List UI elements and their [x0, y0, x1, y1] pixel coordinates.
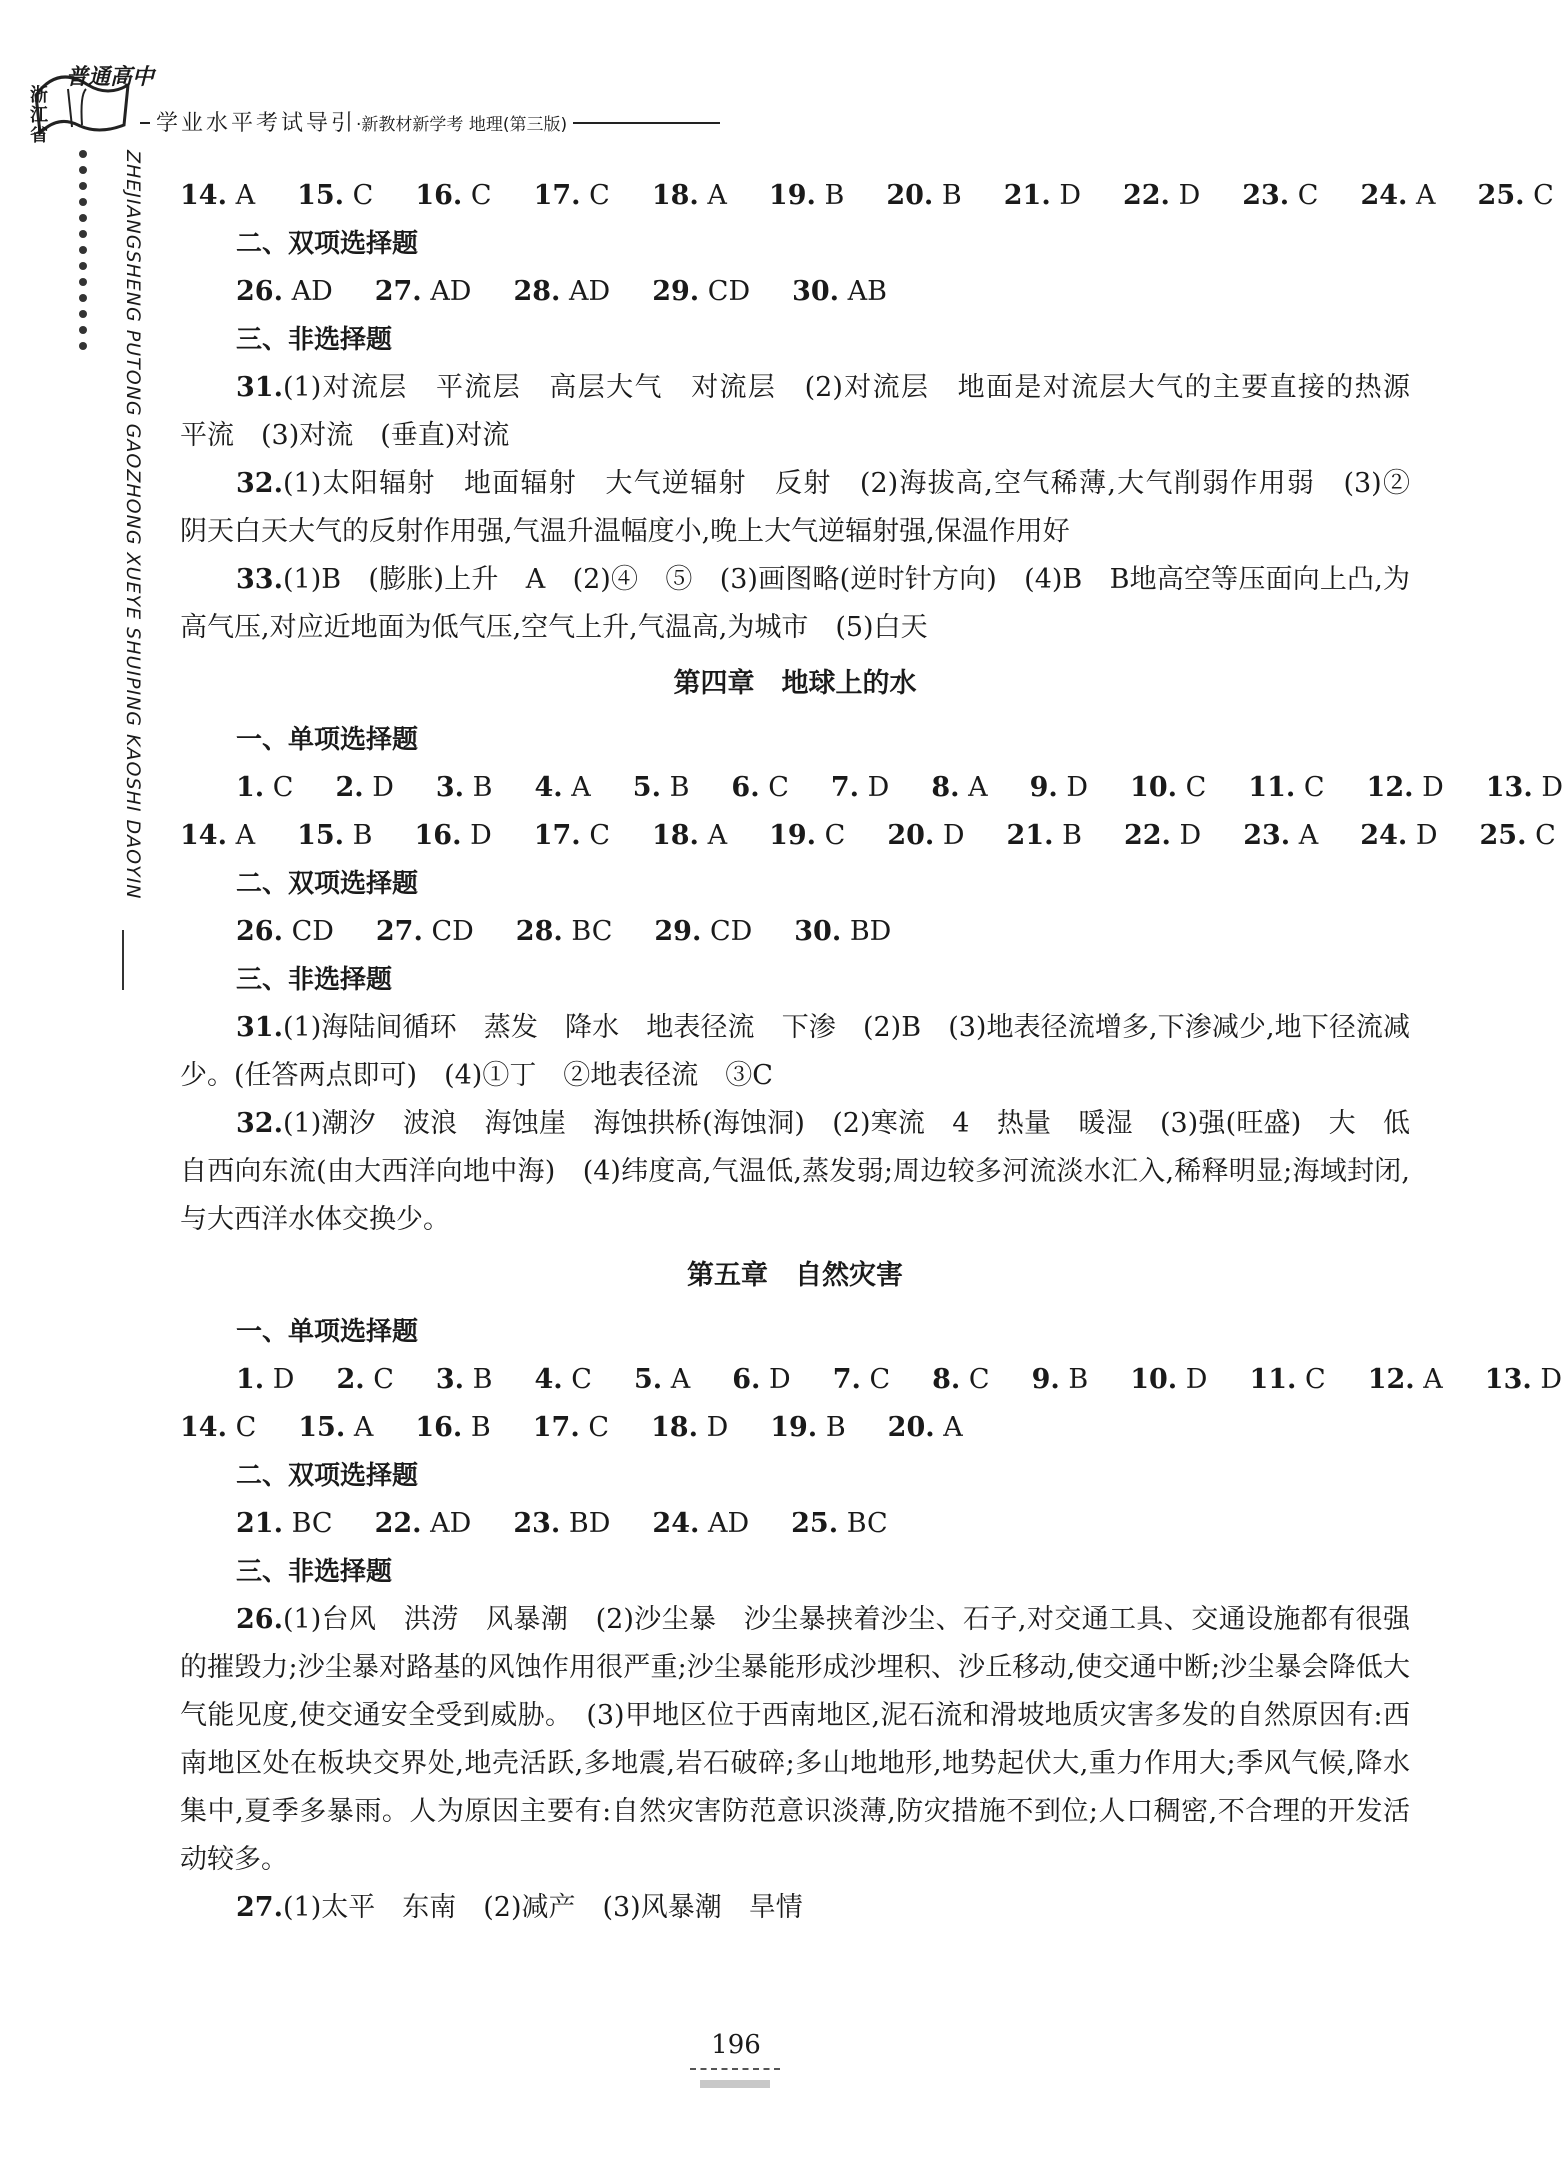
answer-row	[180, 1500, 1410, 1548]
answer-letter: D	[1541, 772, 1563, 803]
answer-item	[298, 1404, 373, 1452]
answer-letter: A	[707, 820, 728, 851]
answer-item	[831, 764, 889, 812]
answer-letter: C	[373, 1364, 394, 1395]
answer-letter: D	[1179, 820, 1202, 851]
question-number: 21.	[1006, 820, 1054, 851]
answer-item	[1243, 812, 1318, 860]
question-number: 19.	[769, 820, 817, 851]
answer-letter: D	[769, 1364, 791, 1395]
answer-letter: C	[768, 772, 789, 803]
answer-letter: AD	[430, 1508, 472, 1539]
answer-letter: C	[1305, 1364, 1326, 1395]
series-title: 普通高中	[66, 65, 155, 90]
answer-letter: A	[943, 1412, 963, 1443]
answer-item	[415, 812, 492, 860]
book-title	[150, 106, 573, 137]
answer-paragraph: 27.(1)太平 东南 (2)减产 (3)风暴潮 旱情	[236, 1892, 803, 1923]
question-number: 12.	[1367, 1364, 1415, 1395]
answer-letter: A	[707, 180, 727, 211]
answer-letter: C	[588, 1412, 609, 1443]
answer-row	[180, 764, 1563, 812]
question-number: 23.	[1242, 180, 1290, 211]
answer-row	[180, 812, 1556, 860]
answer-item	[297, 812, 372, 860]
answer-letter: C	[571, 1364, 592, 1395]
answer-letter: C	[1297, 180, 1319, 211]
answer-item	[236, 1500, 333, 1548]
question-number: 1.	[236, 1364, 265, 1395]
answer-item	[1368, 1356, 1443, 1404]
answer-letter: A	[968, 772, 988, 803]
answer-item	[633, 764, 690, 812]
answer-item	[535, 1356, 592, 1404]
answer-item	[1360, 812, 1437, 860]
question-number: 26.	[236, 276, 283, 307]
section-heading: 三、非选择题	[236, 1557, 393, 1587]
answer-item	[376, 908, 474, 956]
question-number: 3.	[435, 1364, 465, 1395]
answer-item	[180, 1404, 256, 1452]
answer-item	[236, 908, 334, 956]
answer-letter: B	[352, 820, 373, 851]
answer-item	[1007, 812, 1082, 860]
answer-letter: BC	[291, 1508, 333, 1539]
question-number: 27.	[375, 916, 423, 947]
answer-paragraph: 33.(1)B (膨胀)上升 A (2)④ ⑤ (3)画图略(逆时针方向) (4)B B地高空等压面向上凸,为高气压,对应近地面为低气压,空气上升,气温高,为城市 (5)白天	[180, 564, 1410, 643]
answer-item	[932, 1356, 989, 1404]
answer-content	[180, 172, 1563, 1932]
answer-paragraph: 32.(1)潮汐 波浪 海蚀崖 海蚀拱桥(海蚀洞) (2)寒流 4 热量 暖湿 (3)强(旺盛) 大 低 自西向东流(由大西洋向地中海) (4)纬度高,气温低,蒸发弱;周边较多河流淡水汇入,稀释明显;海域封闭,与大西洋水体交换少。	[180, 1108, 1437, 1235]
answer-item	[651, 1404, 728, 1452]
answer-letter: AD	[430, 276, 472, 307]
answer-item	[415, 172, 491, 220]
answer-letter: BC	[846, 1508, 888, 1539]
spine-dots	[78, 150, 88, 710]
answer-item	[534, 812, 610, 860]
question-number: 10.	[1130, 1364, 1178, 1395]
page-number-rule	[690, 2068, 780, 2070]
question-number: 23.	[1243, 820, 1291, 851]
answer-item	[791, 1500, 888, 1548]
question-number: 21.	[1003, 180, 1051, 211]
question-number: 24.	[652, 1508, 700, 1539]
answer-letter: B	[825, 1412, 846, 1443]
spine-rule	[122, 930, 124, 990]
question-number: 5.	[633, 1364, 663, 1395]
answer-letter: B	[941, 180, 962, 211]
answer-item	[236, 1356, 294, 1404]
answer-item	[1486, 764, 1563, 812]
answer-item	[1480, 812, 1556, 860]
question-number: 19.	[770, 1412, 818, 1443]
answer-letter: D	[867, 772, 890, 803]
answer-item	[534, 172, 610, 220]
answer-item	[652, 172, 727, 220]
answer-letter: A	[235, 180, 256, 211]
answer-item	[415, 1404, 490, 1452]
answer-item	[1249, 1356, 1325, 1404]
answer-letter: BC	[571, 916, 613, 947]
question-number: 24.	[1360, 820, 1408, 851]
answer-item	[652, 268, 750, 316]
answer-item	[1360, 172, 1435, 220]
answer-letter: D	[1059, 180, 1081, 211]
question-number: 15.	[297, 820, 345, 851]
answer-paragraph: 26.(1)台风 洪涝 风暴潮 (2)沙尘暴 沙尘暴挟着沙尘、石子,对交通工具、交通设施都有很强的摧毁力;沙尘暴对路基的风蚀作用很严重;沙尘暴能形成沙埋积、沙丘移动,使交通中断;沙尘暴会降低大气能见度,使交通安全受到威胁。 (3)甲地区位于西南地区,泥石流和滑坡地质灾害多发的自然原因有:西南地区处在板块交界处,地壳活跃,多地震,岩石破碎;多山地地形,地势起伏大,重力作用大;季风气候,降水集中,夏季多暴雨。人为原因主要有:自然灾害防范意识淡薄,防灾措施不到位;人口稠密,不合理的开发活动较多。	[180, 1604, 1410, 1875]
answer-letter: A	[235, 820, 256, 851]
answer-letter: B	[1062, 820, 1082, 851]
question-number: 14.	[180, 1412, 227, 1443]
question-number: 2.	[336, 1364, 365, 1395]
answer-item	[769, 812, 845, 860]
question-number: 25.	[1479, 820, 1527, 851]
answer-item	[770, 1404, 845, 1452]
answer-letter: B	[472, 772, 493, 803]
answer-item	[533, 1404, 609, 1452]
answer-item	[634, 1356, 690, 1404]
answer-item	[792, 268, 887, 316]
answer-letter: C	[869, 1364, 891, 1395]
answer-letter: AD	[707, 1508, 750, 1539]
question-number: 10.	[1130, 772, 1178, 803]
answer-item	[731, 764, 788, 812]
question-number: 28.	[513, 276, 561, 307]
answer-row	[180, 1404, 1410, 1452]
question-number: 23.	[513, 1508, 561, 1539]
question-number: 20.	[886, 180, 934, 211]
answer-item	[732, 1356, 790, 1404]
question-number: 26.	[236, 916, 283, 947]
question-number: 11.	[1248, 772, 1296, 803]
question-number: 7.	[830, 772, 860, 803]
answer-item	[513, 1500, 610, 1548]
section-heading: 三、非选择题	[236, 325, 393, 355]
section-heading: 三、非选择题	[236, 965, 393, 995]
answer-letter: C	[589, 820, 610, 851]
answer-letter: D	[1415, 820, 1438, 851]
answer-letter: D	[372, 772, 394, 803]
question-number: 29.	[652, 276, 700, 307]
question-number: 16.	[414, 820, 462, 851]
question-number: 1.	[236, 772, 265, 803]
question-number: 28.	[515, 916, 563, 947]
book-title-text: 学业水平考试导引	[156, 111, 357, 136]
answer-item	[1032, 1356, 1089, 1404]
answer-item	[336, 1356, 393, 1404]
answer-item	[436, 764, 493, 812]
page-number-ornament	[700, 2080, 770, 2088]
question-number: 20.	[887, 820, 935, 851]
answer-item	[1004, 172, 1081, 220]
answer-letter: D	[272, 1364, 295, 1395]
answer-letter: D	[942, 820, 965, 851]
question-number: 14.	[180, 180, 227, 211]
answer-paragraph: 31.(1)对流层 平流层 高层大气 对流层 (2)对流层 地面是对流层大气的主要直接的热源 平流 (3)对流 (垂直)对流	[180, 372, 1437, 451]
answer-item	[931, 764, 987, 812]
answer-letter: C	[470, 180, 492, 211]
answer-paragraph: 31.(1)海陆间循环 蒸发 降水 地表径流 下渗 (2)B (3)地表径流增多,下渗减少,地下径流减少。(任答两点即可) (4)①丁 ②地表径流 ③C	[180, 1012, 1410, 1091]
question-number: 27.	[374, 276, 422, 307]
answer-letter: C	[235, 1412, 257, 1443]
answer-item	[236, 268, 333, 316]
answer-item	[794, 908, 891, 956]
answer-letter: D	[1178, 180, 1201, 211]
answer-item	[1130, 1356, 1207, 1404]
answer-item	[1123, 172, 1200, 220]
question-number: 9.	[1031, 1364, 1060, 1395]
answer-letter: C	[968, 1364, 990, 1395]
answer-row	[180, 908, 1410, 956]
answer-letter: AB	[847, 276, 888, 307]
answer-letter: A	[670, 1364, 691, 1395]
answer-row	[180, 268, 1410, 316]
answer-item	[1030, 764, 1088, 812]
question-number: 6.	[732, 1364, 761, 1395]
answer-item	[652, 1500, 749, 1548]
question-number: 18.	[651, 180, 699, 211]
chapter-title: 第四章 地球上的水	[673, 668, 917, 699]
answer-item	[236, 764, 293, 812]
answer-item	[652, 812, 727, 860]
answer-item	[375, 268, 472, 316]
question-number: 16.	[415, 180, 463, 211]
answer-item	[436, 1356, 493, 1404]
answer-row	[180, 1356, 1563, 1404]
page-number: 196	[711, 2030, 761, 2060]
answer-letter: C	[1533, 180, 1554, 211]
answer-item	[335, 764, 393, 812]
answer-item	[1124, 812, 1201, 860]
answer-letter: CD	[707, 276, 751, 307]
answer-letter: D	[706, 1412, 729, 1443]
book-subtitle: ·新教材新学考 地理(第三版)	[356, 115, 568, 135]
answer-letter: B	[470, 1412, 491, 1443]
question-number: 18.	[651, 820, 699, 851]
question-number: 4.	[534, 1364, 563, 1395]
question-number: 29.	[654, 916, 702, 947]
answer-letter: CD	[291, 916, 334, 947]
answer-letter: D	[1540, 1364, 1563, 1395]
answer-item	[513, 268, 610, 316]
answer-item	[1478, 172, 1554, 220]
answer-item	[1130, 764, 1206, 812]
answer-letter: D	[470, 820, 492, 851]
answer-item	[887, 812, 964, 860]
question-number: 18.	[651, 1412, 698, 1443]
question-number: 21.	[236, 1508, 283, 1539]
answer-item	[375, 1500, 472, 1548]
answer-item	[1248, 764, 1324, 812]
answer-letter: A	[1416, 180, 1436, 211]
answer-letter: BD	[568, 1508, 611, 1539]
spine-pinyin: ZHEJIANGSHENG PUTONG GAOZHONG XUEYE SHUIPING KAOSHI DAOYIN	[122, 150, 144, 900]
answer-item	[1367, 764, 1444, 812]
section-heading: 二、双项选择题	[236, 229, 419, 259]
question-number: 20.	[887, 1412, 935, 1443]
question-number: 24.	[1360, 180, 1408, 211]
answer-letter: A	[1298, 820, 1319, 851]
answer-item	[833, 1356, 890, 1404]
answer-letter: C	[1303, 772, 1325, 803]
answer-letter: C	[1185, 772, 1207, 803]
question-number: 8.	[931, 772, 960, 803]
answer-letter: A	[571, 772, 591, 803]
question-number: 25.	[1477, 180, 1525, 211]
answer-item	[535, 764, 591, 812]
question-number: 2.	[335, 772, 364, 803]
question-number: 3.	[435, 772, 465, 803]
answer-paragraph: 32.(1)太阳辐射 地面辐射 大气逆辐射 反射 (2)海拔高,空气稀薄,大气削弱作用弱 (3)② 阴天白天大气的反射作用强,气温升温幅度小,晚上大气逆辐射强,保温作用好	[180, 468, 1437, 547]
answer-item	[297, 172, 373, 220]
question-number: 13.	[1484, 1364, 1532, 1395]
question-number: 22.	[1122, 180, 1170, 211]
question-number: 22.	[374, 1508, 422, 1539]
answer-item	[1242, 172, 1318, 220]
answer-item	[180, 172, 255, 220]
answer-item	[886, 172, 961, 220]
answer-letter: CD	[431, 916, 474, 947]
section-heading: 一、单项选择题	[236, 725, 419, 755]
answer-item	[654, 908, 752, 956]
section-heading: 二、双项选择题	[236, 869, 419, 899]
question-number: 19.	[768, 180, 816, 211]
answer-item	[888, 1404, 963, 1452]
question-number: 11.	[1249, 1364, 1297, 1395]
answer-letter: D	[1422, 772, 1444, 803]
answer-letter: C	[272, 772, 294, 803]
question-number: 15.	[297, 180, 345, 211]
answer-letter: B	[669, 772, 690, 803]
question-number: 7.	[832, 1364, 861, 1395]
question-number: 25.	[791, 1508, 839, 1539]
question-number: 6.	[731, 772, 760, 803]
question-number: 5.	[632, 772, 661, 803]
answer-letter: B	[472, 1364, 493, 1395]
answer-letter: B	[1068, 1364, 1089, 1395]
answer-letter: C	[589, 180, 610, 211]
question-number: 12.	[1366, 772, 1414, 803]
question-number: 30.	[794, 916, 842, 947]
question-number: 17.	[533, 820, 581, 851]
question-number: 17.	[532, 1412, 580, 1443]
chapter-title: 第五章 自然灾害	[687, 1260, 903, 1291]
answer-letter: CD	[709, 916, 753, 947]
province-label: 浙江省	[30, 85, 48, 146]
question-number: 9.	[1029, 772, 1058, 803]
answer-letter: A	[353, 1412, 374, 1443]
question-number: 14.	[180, 820, 227, 851]
answer-letter: C	[824, 820, 846, 851]
answer-letter: BD	[849, 916, 892, 947]
answer-letter: D	[1066, 772, 1089, 803]
answer-letter: C	[1535, 820, 1556, 851]
answer-letter: B	[824, 180, 845, 211]
question-number: 4.	[534, 772, 563, 803]
answer-item	[769, 172, 844, 220]
question-number: 8.	[932, 1364, 961, 1395]
answer-letter: A	[1423, 1364, 1443, 1395]
answer-letter: AD	[291, 276, 333, 307]
answer-item	[1485, 1356, 1562, 1404]
question-number: 30.	[792, 276, 840, 307]
answer-item	[180, 812, 255, 860]
question-number: 13.	[1485, 772, 1533, 803]
question-number: 16.	[415, 1412, 463, 1443]
answer-letter: AD	[569, 276, 611, 307]
section-heading: 二、双项选择题	[236, 1461, 419, 1491]
answer-letter: D	[1185, 1364, 1208, 1395]
question-number: 22.	[1123, 820, 1171, 851]
answer-letter: C	[352, 180, 374, 211]
question-number: 15.	[298, 1412, 346, 1443]
question-number: 17.	[533, 180, 581, 211]
section-heading: 一、单项选择题	[236, 1317, 419, 1347]
answer-item	[516, 908, 613, 956]
answer-row	[180, 172, 1554, 220]
